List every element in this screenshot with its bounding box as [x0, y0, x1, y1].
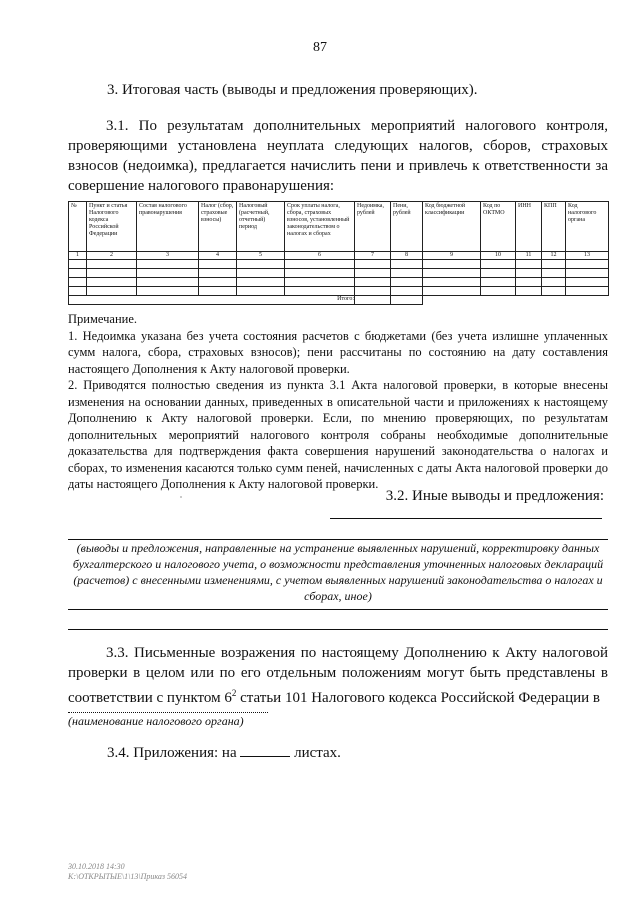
notes-block — [68, 311, 608, 493]
total-label: Итого: — [69, 296, 355, 305]
scan-speck — [180, 496, 182, 498]
section-3-1-text: 3.1. По результатам дополнительных мероприятий налогового контроля, проверяющими установлена неуплата следующих налогов, сборов, страховых взносов (недоимка), предлагается начислить пени и привлечь к ответственности за совершение налогового правонарушения: — [68, 118, 608, 194]
organ-hint: (наименование налогового органа) — [68, 714, 244, 728]
section-3-3-text — [68, 643, 608, 708]
section-3-3-after: статьи 101 Налогового кодекса Российской Федерации в — [236, 690, 601, 706]
table-header-cell: КПП — [542, 202, 566, 252]
column-number: 2 — [87, 252, 137, 260]
table-header-cell: Состав налогового правонарушения — [137, 202, 199, 252]
footer — [68, 862, 187, 882]
section-3-2-title: 3.2. Иные выводы и предложения: — [385, 488, 604, 504]
table-row — [69, 260, 609, 269]
footer-line-2: К:\ОТКРЫТЫЕ\1\13\Приказ 56054 — [68, 872, 188, 881]
section-title: 3. Итоговая часть (выводы и предложения проверяющих). — [107, 82, 478, 98]
column-number: 7 — [355, 252, 391, 260]
section-3-3-sup: 2 — [231, 688, 237, 698]
page-number: 87 — [313, 40, 327, 55]
column-number: 5 — [237, 252, 285, 260]
fill-line — [68, 629, 608, 630]
table-total-row — [69, 296, 609, 305]
column-number: 10 — [481, 252, 516, 260]
table-header-cell: Налог (сбор, страховые взносы) — [199, 202, 237, 252]
table-header-cell: Недоимка, рублей — [355, 202, 391, 252]
sheets-blank — [240, 744, 290, 757]
table-header-cell: Код бюджетной классификации — [423, 202, 481, 252]
section-3-2-hint: (выводы и предложения, направленные на устранение выявленных нарушений, корректировку данных бухгалтерского и налогового учета, о возможности представления уточненных налоговых деклараций (расчетов) с внесенными изменениями, с учетом выявленных нарушений законодательства о налогах и сборах, иное) — [72, 541, 604, 603]
fill-line — [68, 712, 268, 713]
section-3-4-before: 3.4. Приложения: на — [107, 745, 241, 761]
footer-line-1: 30.10.2018 14:30 — [68, 862, 125, 871]
table-header-cell: № — [69, 202, 87, 252]
table-header-cell: Код налогового органа — [566, 202, 609, 252]
column-number: 12 — [542, 252, 566, 260]
table-header-cell: Пункт и статья Налогового кодекса Российской Федерации — [87, 202, 137, 252]
column-number: 9 — [423, 252, 481, 260]
table-header-cell: Пени, рублей — [391, 202, 423, 252]
fill-line — [68, 609, 608, 610]
note-1: 1. Недоимка указана без учета состояния расчетов с бюджетами (без учета излишне уплаченных сумм налога, сбора, страховых взносов); пени рассчитаны по состоянию на дату составления настоящего Дополнения к Акту налоговой проверки. — [68, 328, 608, 376]
column-number: 1 — [69, 252, 87, 260]
column-number: 4 — [199, 252, 237, 260]
table-number-row — [69, 252, 609, 260]
note-2: 2. Приводятся полностью сведения из пункта 3.1 Акта налоговой проверки, в которые внесены изменения на основании данных, приведенных в описательной части и приложениях к настоящему Дополнению к Акту налоговой проверки. Если, по мнению проверяющих, по результатам дополнительных мероприятий налогового контроля собраны необходимые дополнительные доказательства для подтверждения факта совершения нарушений законодательства о налогах и сборах, то изменения касаются только сумм пеней, начисленных с даты Акта налоговой проверки до даты настоящего Дополнения к Акту налоговой проверки. — [68, 378, 608, 491]
column-number: 3 — [137, 252, 199, 260]
column-number: 13 — [566, 252, 609, 260]
table-header-cell: Налоговый (расчетный, отчетный) период — [237, 202, 285, 252]
table-header-cell: Срок уплаты налога, сбора, страховых взносов, установленный законодательством о налогах и сборах — [285, 202, 355, 252]
table-header-cell: ИНН — [516, 202, 542, 252]
section-3-4 — [107, 744, 341, 762]
table-header-cell: Код по ОКТМО — [481, 202, 516, 252]
section-3-4-after: листах. — [290, 745, 341, 761]
table-header-row — [69, 202, 609, 252]
notes-title: Примечание. — [68, 312, 138, 326]
column-number: 11 — [516, 252, 542, 260]
table-row — [69, 269, 609, 278]
table-row — [69, 287, 609, 296]
column-number: 6 — [285, 252, 355, 260]
section-3-3-before: 3.3. Письменные возражения по настоящему Дополнению к Акту налоговой проверки в целом или по его отдельным положениям могут быть представлены в соответствии с пунктом 6 — [68, 645, 608, 706]
table-row — [69, 278, 609, 287]
column-number: 8 — [391, 252, 423, 260]
fill-line — [330, 518, 602, 519]
violations-table — [68, 201, 609, 305]
